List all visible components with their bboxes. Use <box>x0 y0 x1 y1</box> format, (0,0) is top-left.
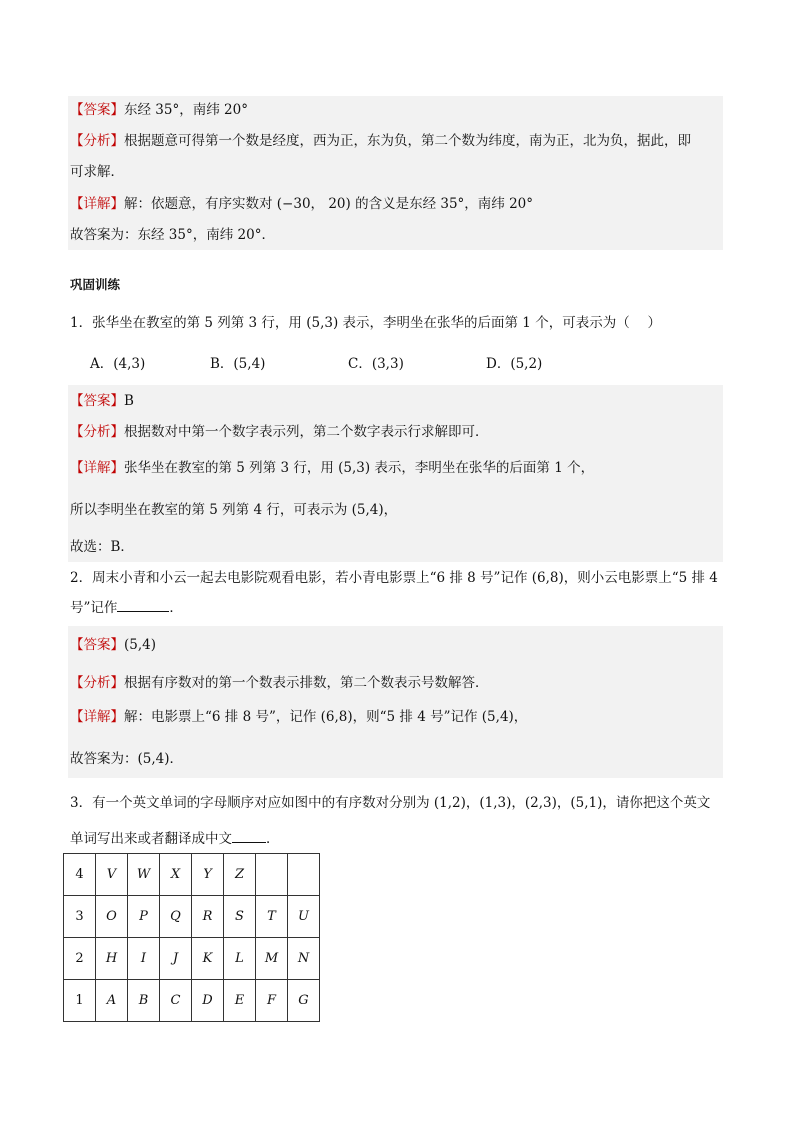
grid-cell: R <box>192 896 224 938</box>
grid-cell: Q <box>160 896 192 938</box>
grid-row-number: 4 <box>64 854 96 896</box>
q1-detail-line-2: 所以李明坐在教室的第 5 列第 4 行，可表示为 (5,4)， <box>70 502 398 518</box>
answer-blank[interactable] <box>232 830 266 843</box>
analysis-tag: 【分析】 <box>70 424 124 440</box>
detail-text: 张华坐在教室的第 5 列第 3 行，用 (5,3) 表示，李明坐在张华的后面第 1 个， <box>124 460 595 476</box>
conclusion-line: 故答案为：东经 35°，南纬 20°． <box>70 227 275 243</box>
q3-text-post: ． <box>266 831 280 847</box>
q2-analysis-line <box>70 673 489 693</box>
analysis-text: 根据数对中第一个数字表示列，第二个数字表示行求解即可． <box>124 424 489 440</box>
grid-cell: J <box>160 938 192 980</box>
detail-tag: 【详解】 <box>70 196 124 212</box>
q2-conclusion: 故答案为：(5,4)． <box>70 751 184 767</box>
detail-text: 解：依题意，有序实数对 (−30， 20) 的含义是东经 35°，南纬 20° <box>124 196 534 212</box>
analysis-tag: 【分析】 <box>70 133 124 149</box>
grid-row-number: 1 <box>64 980 96 1022</box>
q3-text-pre: 单词写出来或者翻译成中文 <box>70 831 232 847</box>
grid-cell: A <box>96 980 128 1022</box>
answer-text: (5,4) <box>124 637 157 653</box>
grid-cell: N <box>288 938 320 980</box>
q1-option-d[interactable]: D．(5,2) <box>486 356 543 372</box>
question-3-line-2 <box>70 829 280 849</box>
grid-row <box>64 938 320 980</box>
question-2-line-2 <box>70 598 183 618</box>
answer-tag: 【答案】 <box>70 102 124 118</box>
question-2-line-1: 2．周末小青和小云一起去电影院观看电影，若小青电影票上“6 排 8 号”记作 (6,8)，则小云电影票上“5 排 4 <box>70 570 718 586</box>
q1-answer-line <box>70 391 134 411</box>
analysis-text: 根据有序数对的第一个数表示排数，第二个数表示号数解答． <box>124 675 489 691</box>
grid-cell: C <box>160 980 192 1022</box>
grid-cell: V <box>96 854 128 896</box>
q1-option-b[interactable]: B．(5,4) <box>210 356 266 372</box>
grid-cell: W <box>128 854 160 896</box>
detail-line <box>70 194 533 214</box>
grid-cell: O <box>96 896 128 938</box>
grid-cell: K <box>192 938 224 980</box>
answer-blank[interactable] <box>117 599 169 612</box>
analysis-tag: 【分析】 <box>70 675 124 691</box>
grid-cell: B <box>128 980 160 1022</box>
answer-text: B <box>124 393 134 409</box>
grid-cell: P <box>128 896 160 938</box>
letter-grid <box>63 853 320 1022</box>
question-1: 1．张华坐在教室的第 5 列第 3 行，用 (5,3) 表示，李明坐在张华的后面第 1 个，可表示为（ ） <box>70 315 661 331</box>
grid-cell: D <box>192 980 224 1022</box>
grid-cell: X <box>160 854 192 896</box>
grid-row <box>64 854 320 896</box>
answer-tag: 【答案】 <box>70 637 124 653</box>
grid-cell: G <box>288 980 320 1022</box>
grid-cell: Y <box>192 854 224 896</box>
section-title: 巩固训练 <box>70 277 121 292</box>
answer-text: 东经 35°，南纬 20° <box>124 102 248 118</box>
q1-conclusion: 故选：B． <box>70 539 134 555</box>
q2-text-post: ． <box>169 600 183 616</box>
grid-cell: E <box>224 980 256 1022</box>
grid-cell: H <box>96 938 128 980</box>
analysis-line <box>70 131 691 151</box>
q1-option-a[interactable]: A．(4,3) <box>90 356 146 372</box>
analysis-line-2: 可求解． <box>70 164 124 180</box>
grid-row <box>64 896 320 938</box>
grid-cell: Z <box>224 854 256 896</box>
grid-row-number: 3 <box>64 896 96 938</box>
question-3-line-1: 3．有一个英文单词的字母顺序对应如图中的有序数对分别为 (1,2)，(1,3)，(2,3)，(5,1)，请你把这个英文 <box>70 795 711 811</box>
q2-detail-line <box>70 707 527 727</box>
grid-row <box>64 980 320 1022</box>
answer-tag: 【答案】 <box>70 393 124 409</box>
grid-cell <box>256 854 288 896</box>
grid-cell: U <box>288 896 320 938</box>
q2-text-pre: 号”记作 <box>70 600 118 616</box>
grid-cell: M <box>256 938 288 980</box>
grid-cell: I <box>128 938 160 980</box>
q1-option-c[interactable]: C．(3,3) <box>348 356 404 372</box>
q2-answer-line <box>70 635 156 655</box>
grid-cell: T <box>256 896 288 938</box>
q1-analysis-line <box>70 422 489 442</box>
detail-tag: 【详解】 <box>70 460 124 476</box>
grid-cell: S <box>224 896 256 938</box>
grid-cell: F <box>256 980 288 1022</box>
answer-line <box>70 100 248 120</box>
grid-row-number: 2 <box>64 938 96 980</box>
detail-tag: 【详解】 <box>70 709 124 725</box>
grid-cell <box>288 854 320 896</box>
q1-detail-line <box>70 458 594 478</box>
grid-cell: L <box>224 938 256 980</box>
analysis-text: 根据题意可得第一个数是经度，西为正，东为负，第二个数为纬度，南为正，北为负，据此，即 <box>124 133 691 149</box>
detail-text: 解：电影票上“6 排 8 号”，记作 (6,8)，则“5 排 4 号”记作 (5,4)， <box>124 709 528 725</box>
